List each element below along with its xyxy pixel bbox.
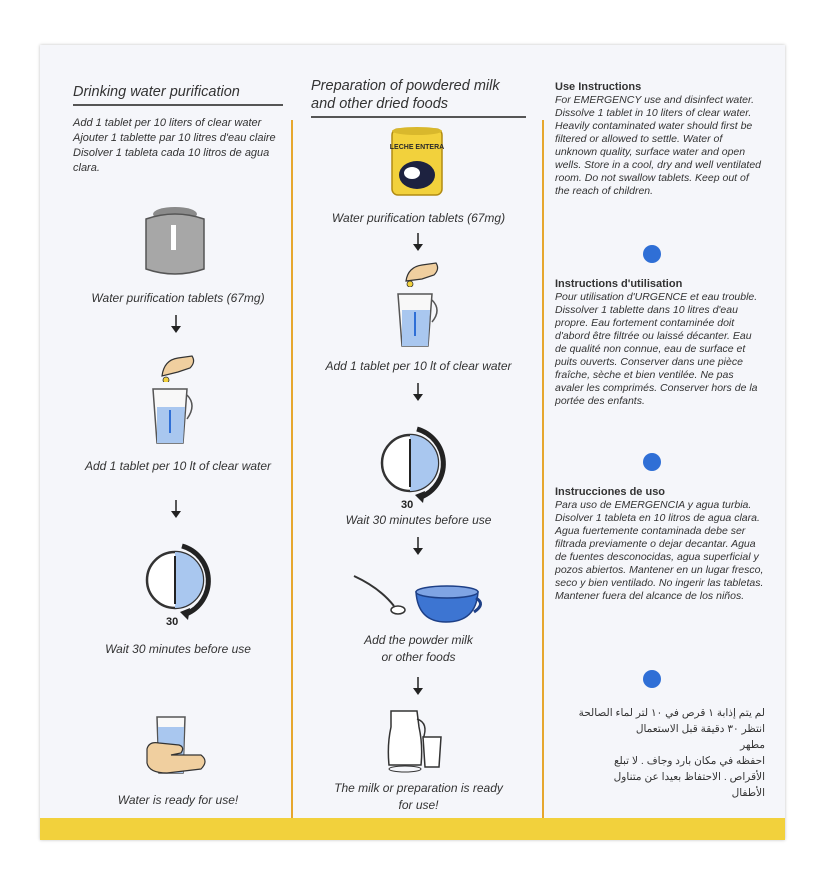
down-arrow-icon — [411, 383, 425, 401]
middle-column-title-1: Preparation of powdered milk — [311, 78, 500, 94]
ar-line: انتظر ٣٠ دقيقة قبل الاستعمال — [635, 723, 765, 735]
right-column-es — [555, 485, 765, 603]
hand-glass-icon — [143, 715, 213, 777]
middle-step4-caption-1: Add the powder milk — [364, 633, 473, 647]
package-panel — [40, 45, 785, 840]
column-divider — [291, 120, 293, 835]
timer-label: 30 — [401, 499, 414, 511]
middle-step2-caption: Add 1 tablet per 10 lt of clear water — [325, 359, 512, 373]
water-glass-icon — [147, 385, 197, 447]
separator-dot — [643, 670, 661, 688]
milk-jug-icon — [383, 705, 448, 773]
tablet-container-icon — [140, 205, 210, 280]
down-arrow-icon — [411, 677, 425, 695]
left-step2-caption: Add 1 tablet per 10 lt of clear water — [84, 459, 272, 473]
middle-step1-caption: Water purification tablets (67mg) — [331, 211, 506, 225]
separator-dot — [643, 453, 661, 471]
ar-line: احفظه في مكان بارد وجاف . لا تبلع — [613, 755, 765, 767]
spoon-bowl-icon — [350, 570, 485, 625]
package-yellow-band — [40, 818, 785, 840]
hand-tablet-icon — [158, 350, 198, 382]
ar-line: الأطفال — [731, 787, 765, 799]
middle-step5-caption-2: for use! — [398, 798, 439, 812]
middle-step3-caption: Wait 30 minutes before use — [345, 513, 492, 527]
left-step4-caption: Water is ready for use! — [117, 793, 239, 807]
title-divider — [311, 116, 526, 118]
separator-dot — [643, 245, 661, 263]
hand-tablet-icon — [402, 257, 442, 287]
timer-icon — [375, 423, 455, 513]
left-step1-caption: Water purification tablets (67mg) — [91, 291, 265, 305]
instruction-fr: Ajouter 1 tablette par 10 litres d'eau claire — [73, 131, 276, 144]
ar-line: الأقراص . الاحتفاظ بعيدا عن متناول — [613, 771, 765, 783]
down-arrow-icon — [169, 315, 183, 333]
middle-step5-caption-1: The milk or preparation is ready — [334, 781, 503, 795]
left-column-title: Drinking water purification — [73, 84, 240, 100]
column-divider — [542, 120, 544, 835]
middle-step4-caption-2: or other foods — [381, 650, 456, 664]
timer-icon — [140, 540, 220, 630]
water-glass-icon — [392, 290, 442, 350]
ar-line: مطهر — [740, 739, 765, 751]
right-column-fr — [555, 277, 765, 408]
down-arrow-icon — [411, 537, 425, 555]
fr-body: Pour utilisation d'URGENCE et eau trouble. Dissolver 1 tablette dans 10 litres d'eau propre. Eau fortement contaminée doit d'abord être filtrée ou laissé décanter. Eau de qualité non connue, eau de surface et puits ouverts. Conserver dans une pièce fraîche, sèche et bien ventilée. Ne pas avaler les comprimés. Conserver hors de la portée des enfants. — [555, 291, 758, 407]
es-body: Para uso de EMERGENCIA y agua turbia. Disolver 1 tableta en 10 litros de agua clara. Agua fuertemente contaminada debe ser filtrada previamente o dejar decantar. Agua de fuentes desconocidas, agua superficial y pozos abiertos. Mantener en un lugar fresco, seco y bien ventilado. No ingerir las tabletas. Mantener fuera del alcance de los niños. — [555, 499, 764, 602]
es-heading: Instrucciones de uso — [555, 486, 666, 498]
down-arrow-icon — [411, 233, 425, 251]
milk-can-label: LECHE ENTERA — [389, 144, 445, 151]
ar-line: لم يتم إذابة ١ قرص في ١٠ لتر لماء الصالحة — [578, 707, 765, 719]
en-heading: Use Instructions — [555, 81, 642, 93]
fr-heading: Instructions d'utilisation — [555, 278, 683, 290]
down-arrow-icon — [169, 500, 183, 518]
timer-label: 30 — [166, 616, 179, 628]
instruction-es: Disolver 1 tableta cada 10 litros de agua clara. — [73, 146, 270, 174]
instruction-en: Add 1 tablet per 10 liters of clear water — [73, 116, 262, 129]
right-column-ar — [555, 705, 765, 801]
left-step3-caption: Wait 30 minutes before use — [105, 642, 251, 656]
right-column — [555, 80, 765, 198]
milk-can-icon — [388, 125, 446, 197]
middle-column-title-2: and other dried foods — [311, 96, 449, 112]
title-divider — [73, 104, 283, 106]
en-body: For EMERGENCY use and disinfect water. Dissolve 1 tablet in 10 liters of clear water. Heavily contaminated water should first be filtered or allowed to settle. Water of unknown quality, surface water and open wells. Store in a cool, dry and well ventilated room. Do not swallow tablets. Keep out of the reach of children. — [555, 94, 762, 197]
